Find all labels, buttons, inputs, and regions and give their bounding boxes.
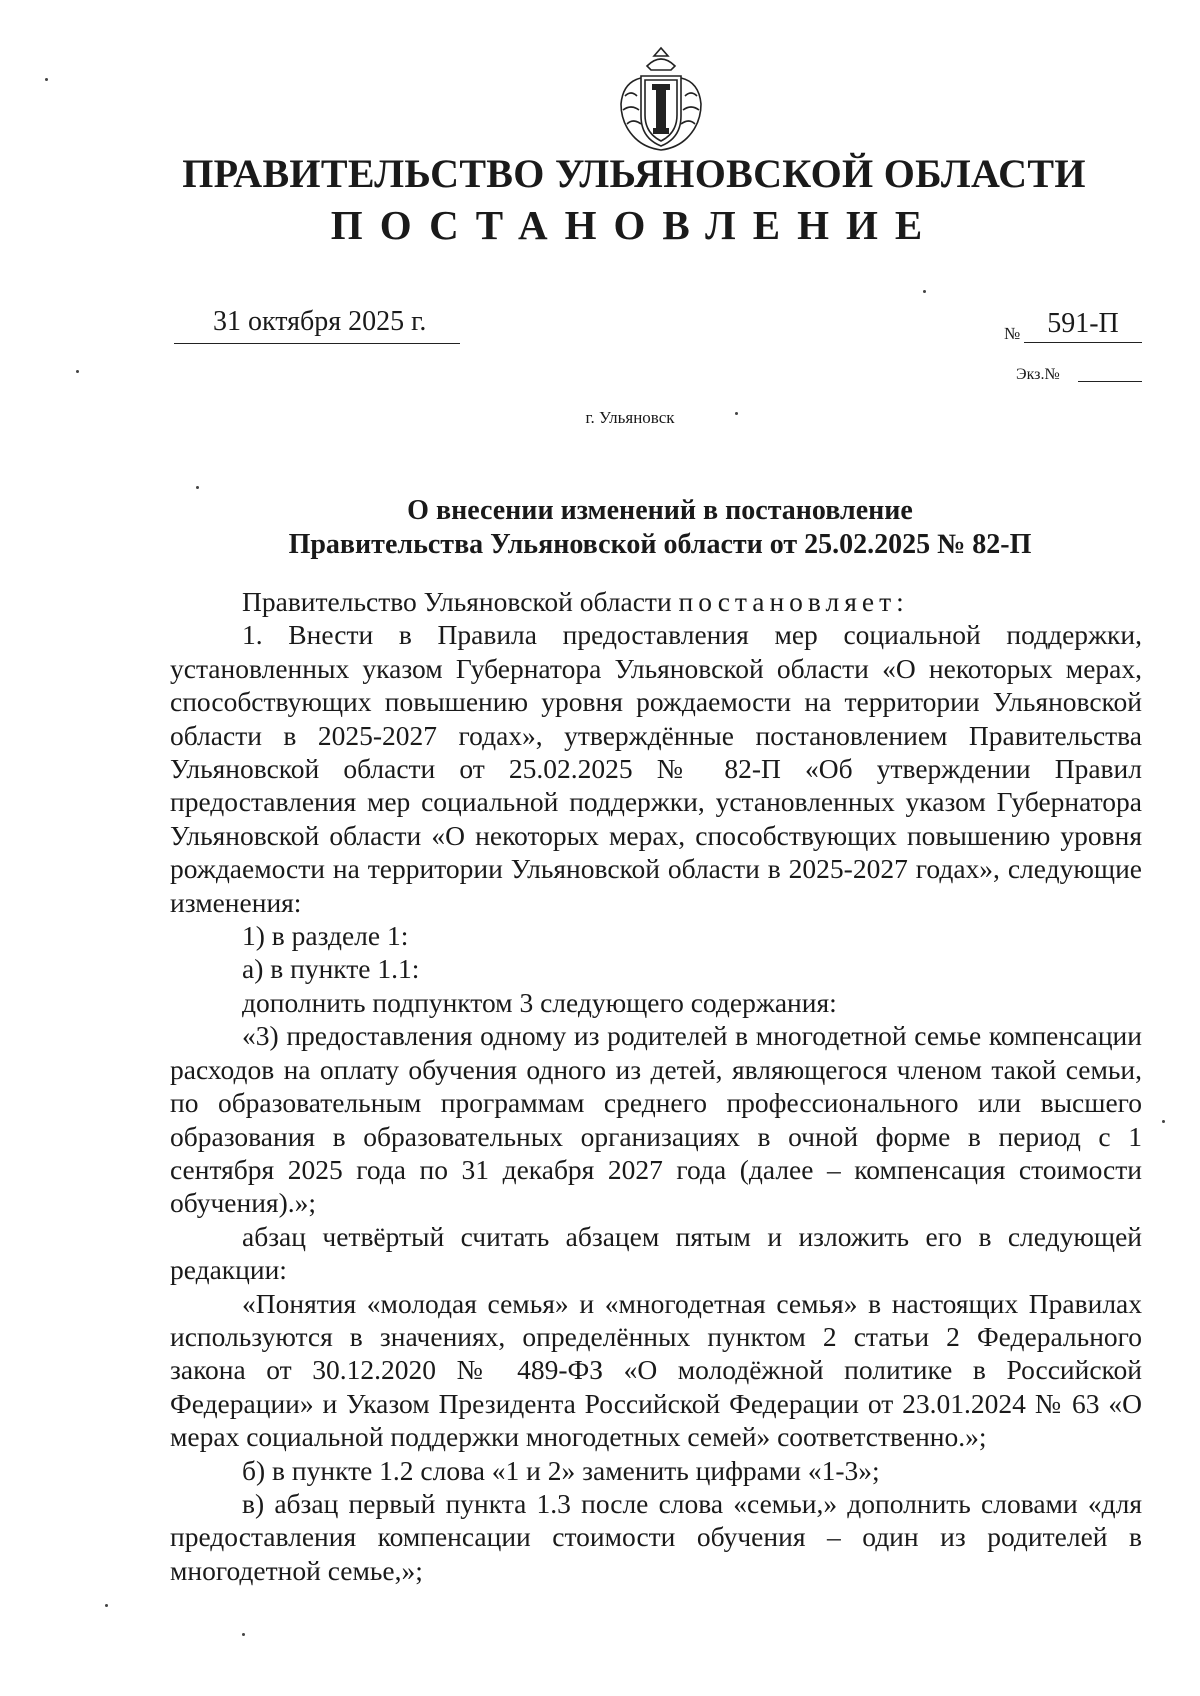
- scan-speck: [45, 78, 48, 81]
- scan-speck: [1162, 1120, 1165, 1123]
- preamble-suffix: :: [896, 586, 904, 617]
- scan-speck: [105, 1604, 108, 1607]
- document-type-title: ПОСТАНОВЛЕНИЕ: [330, 202, 940, 248]
- subject-line-2: Правительства Ульяновской области от 25.02.2025 № 82-П: [288, 529, 1032, 560]
- government-title: ПРАВИТЕЛЬСТВО УЛЬЯНОВСКОЙ ОБЛАСТИ: [182, 151, 1086, 196]
- preamble-verb: постановляет: [678, 586, 897, 617]
- document-subject: [200, 494, 1120, 562]
- scan-speck: [923, 290, 926, 293]
- copy-number-blank: [1078, 381, 1142, 382]
- city: г. Ульяновск: [585, 408, 675, 427]
- paragraph-5: «3) предоставления одному из родителей в многодетной семье компенсации расходов на оплату обучения одного из детей, являющегося членом такой семьи, по образовательным программам среднего профессионального или высшего образования в образовательных организациях в очной форме в период с 1 сентября 2025 года по 31 декабря 2027 года (далее – компенсация стоимости обучения).»;: [170, 1020, 1142, 1219]
- coat-of-arms-icon: [611, 46, 711, 156]
- scan-speck: [242, 1633, 245, 1636]
- paragraph-2: 1) в разделе 1:: [242, 920, 409, 952]
- scan-speck: [735, 412, 738, 415]
- document-body: [170, 585, 1142, 1587]
- paragraph-9: в) абзац первый пункта 1.3 после слова «семьи,» дополнить словами «для предоставления компенсации стоимости обучения – один из родителей в многодетной семье,»;: [170, 1487, 1142, 1586]
- copy-number-label: Экз.№: [1016, 366, 1060, 383]
- subject-line-1: О внесении изменений в постановление: [407, 495, 913, 526]
- date-underline: [174, 343, 460, 344]
- paragraph-8: б) в пункте 1.2 слова «1 и 2» заменить цифрами «1-3»;: [242, 1454, 880, 1486]
- paragraph-7: «Понятия «молодая семья» и «многодетная семья» в настоящих Правилах используются в значениях, определённых пунктом 2 статьи 2 Федерального закона от 30.12.2020 № 489-ФЗ «О молодёжной политике в Российской Федерации» и Указом Президента Российской Федерации от 23.01.2024 № 63 «О мерах социальной поддержки многодетных семей» соответственно.»;: [170, 1287, 1142, 1453]
- number-sign: №: [1004, 324, 1021, 343]
- document-date: 31 октября 2025 г.: [213, 306, 427, 337]
- paragraph-4: дополнить подпунктом 3 следующего содержания:: [242, 986, 837, 1018]
- document-number: 591-П: [1024, 308, 1142, 343]
- scan-speck: [76, 370, 79, 373]
- preamble: [170, 585, 1142, 618]
- preamble-prefix: Правительство Ульяновской области: [242, 586, 679, 617]
- paragraph-6: абзац четвёртый считать абзацем пятым и изложить его в следующей редакции:: [170, 1220, 1142, 1286]
- scan-speck: [196, 486, 199, 489]
- paragraph-1: 1. Внести в Правила предоставления мер социальной поддержки, установленных указом Губернатора Ульяновской области «О некоторых мерах, способствующих повышению уровня рождаемости на территории Ульяновской области в 2025-2027 годах», утверждённые постановлением Правительства Ульяновской области от 25.02.2025 № 82-П «Об утверждении Правил предоставления мер социальной поддержки, установленных указом Губернатора Ульяновской области «О некоторых мерах, способствующих повышению уровня рождаемости на территории Ульяновской области в 2025-2027 годах», следующие изменения:: [170, 619, 1142, 918]
- paragraph-3: а) в пункте 1.1:: [242, 953, 420, 985]
